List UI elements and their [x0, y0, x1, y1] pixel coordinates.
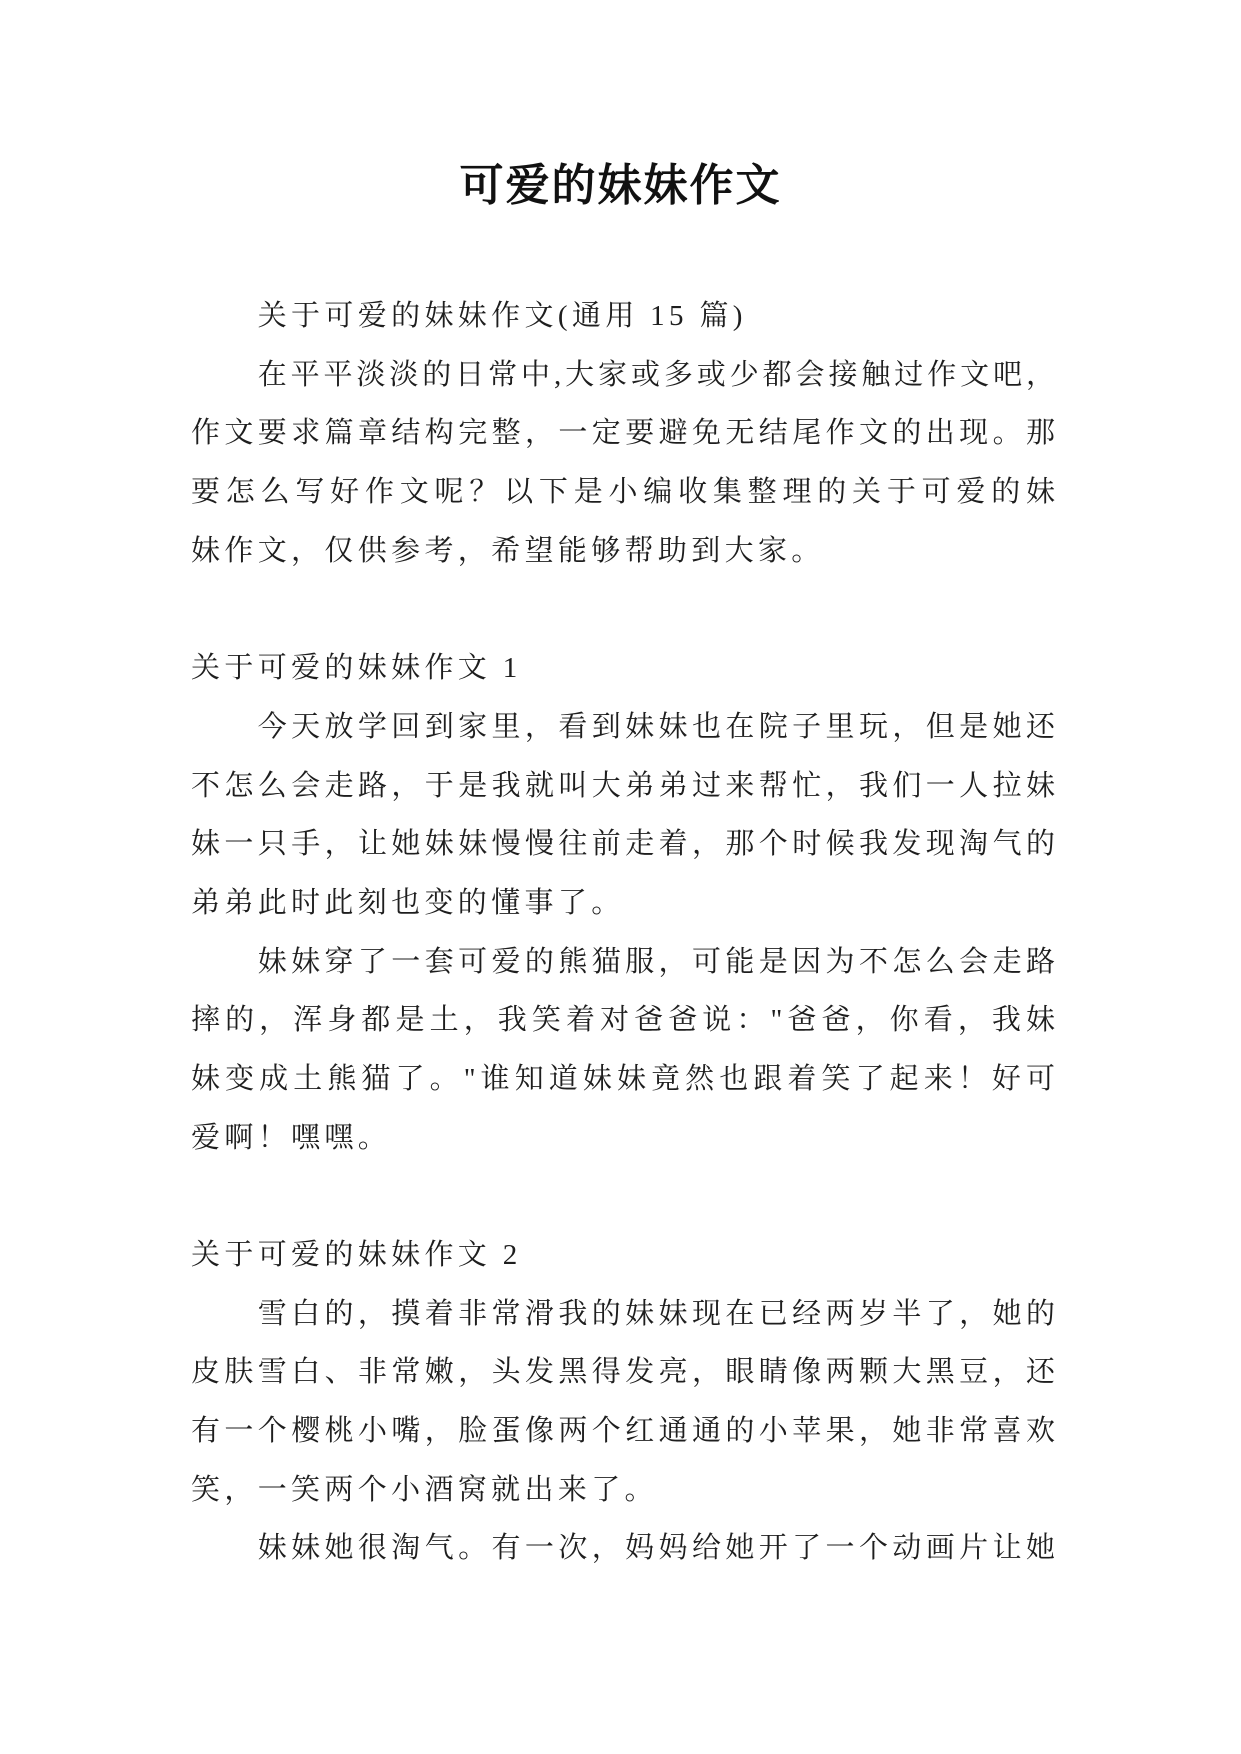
paragraph-line: 妹一只手，让她妹妹慢慢往前走着，那个时候我发现淘气的 [191, 828, 1058, 861]
essay-section [191, 639, 1058, 1167]
paragraph-line: 妹作文，仅供参考，希望能够帮助到大家。 [191, 534, 825, 567]
paragraph-line: 有一个樱桃小嘴，脸蛋像两个红通通的小苹果，她非常喜欢 [191, 1415, 1058, 1448]
paragraph-line: 妹妹她很淘气。有一次，妈妈给她开了一个动画片让她 [257, 1532, 1058, 1565]
intro-subtitle: 关于可爱的妹妹作文(通用 15 篇) [257, 300, 747, 332]
paragraph [191, 933, 1058, 1168]
paragraph-line: 妹变成土熊猫了。"谁知道妹妹竟然也跟着笑了起来！好可 [191, 1062, 1058, 1095]
intro-section [191, 287, 1058, 580]
paragraph-line: 皮肤雪白、非常嫩，头发黑得发亮，眼睛像两颗大黑豆，还 [191, 1356, 1058, 1389]
paragraph [191, 346, 1058, 581]
document-title: 可爱的妹妹作文 [459, 161, 782, 210]
paragraph-line: 摔的，浑身都是土，我笑着对爸爸说："爸爸，你看，我妹 [191, 1004, 1058, 1037]
paragraph-line: 要怎么写好作文呢？以下是小编收集整理的关于可爱的妹 [191, 476, 1058, 509]
document-body [191, 287, 1058, 1578]
paragraph-line: 笑，一笑两个小酒窝就出来了。 [191, 1473, 658, 1506]
paragraph-line: 今天放学回到家里，看到妹妹也在院子里玩，但是她还 [257, 710, 1058, 743]
paragraph-line: 不怎么会走路，于是我就叫大弟弟过来帮忙，我们一人拉妹 [191, 769, 1058, 802]
paragraph-line: 妹妹穿了一套可爱的熊猫服，可能是因为不怎么会走路 [257, 945, 1058, 978]
section-heading: 关于可爱的妹妹作文 2 [191, 1239, 522, 1271]
paragraph-line: 作文要求篇章结构完整，一定要避免无结尾作文的出现。那 [191, 417, 1058, 450]
paragraph-line: 在平平淡淡的日常中,大家或多或少都会接触过作文吧， [257, 358, 1058, 391]
paragraph [191, 698, 1058, 933]
paragraph [191, 1519, 1058, 1578]
paragraph-line: 爱啊！嘿嘿。 [191, 1121, 392, 1154]
blank-line [191, 580, 1058, 639]
essay-section [191, 1226, 1058, 1578]
blank-line [191, 1167, 1058, 1226]
paragraph-line: 雪白的，摸着非常滑我的妹妹现在已经两岁半了，她的 [257, 1297, 1058, 1330]
paragraph [191, 1285, 1058, 1520]
paragraph-line: 弟弟此时此刻也变的懂事了。 [191, 886, 625, 919]
section-heading: 关于可爱的妹妹作文 1 [191, 652, 522, 685]
